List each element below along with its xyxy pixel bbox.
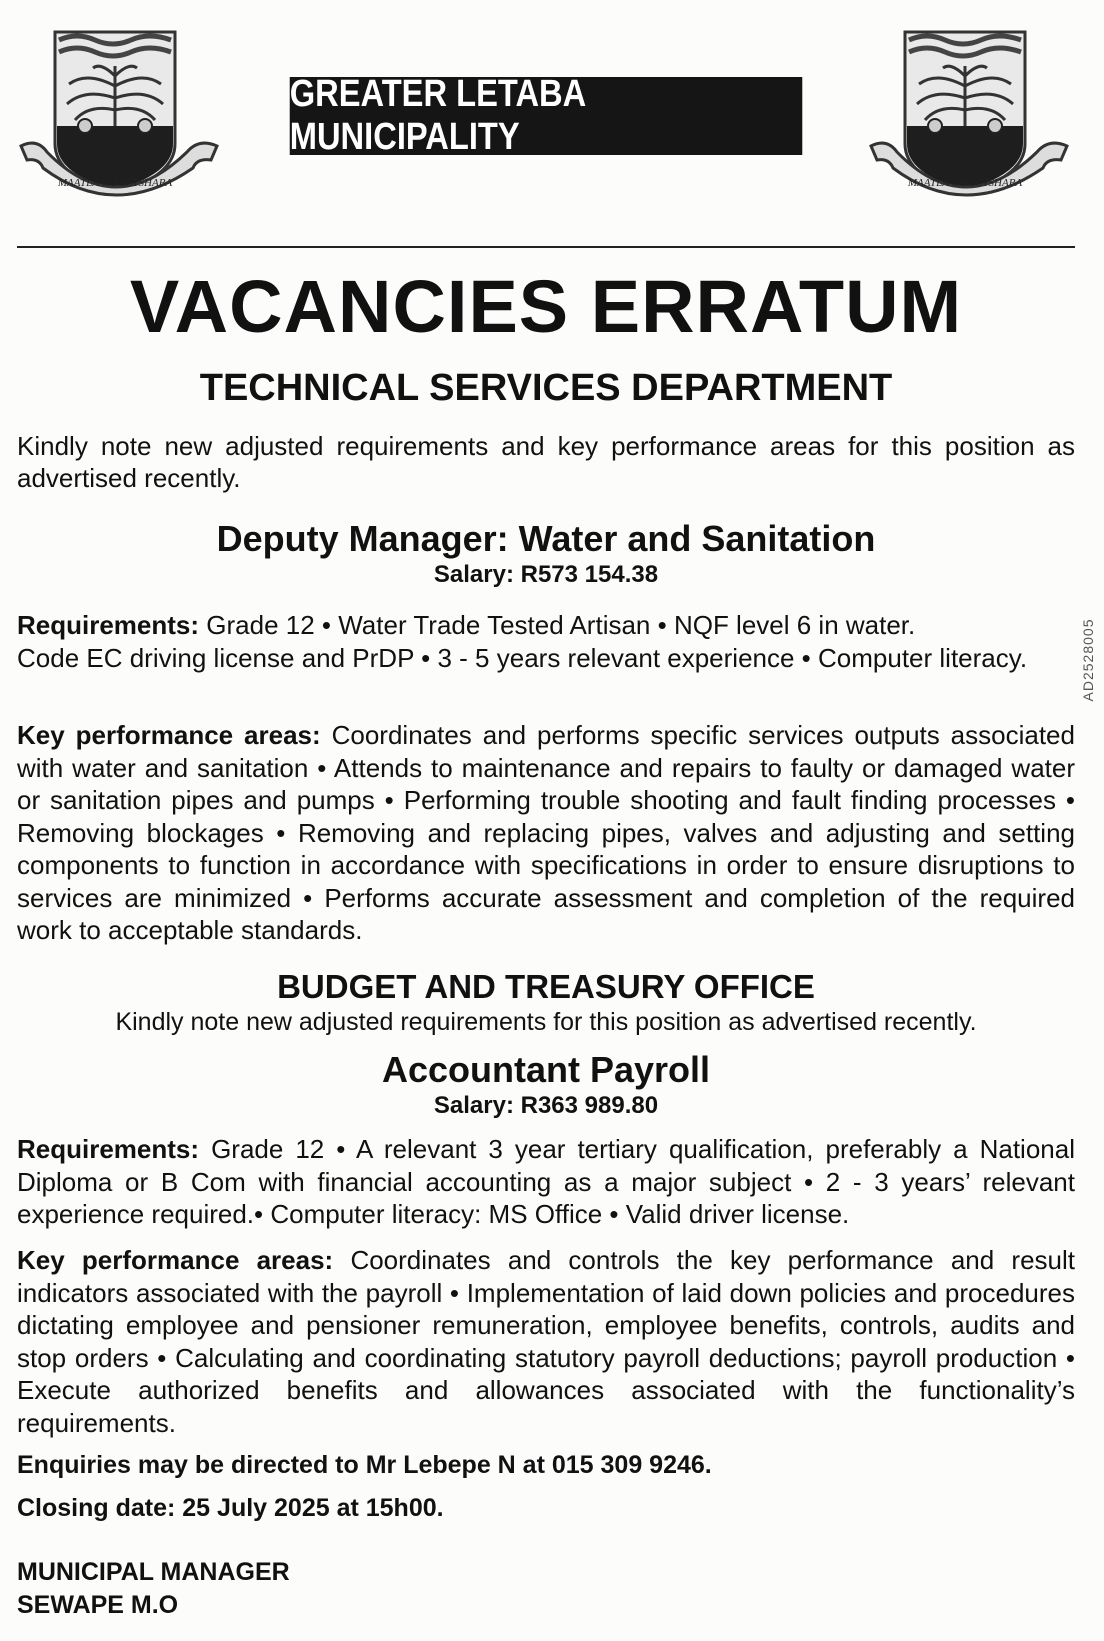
advert-page [17,0,1075,1619]
position-title: Accountant Payroll [381,1049,711,1090]
header-divider [17,246,1075,248]
coat-of-arms-icon [867,26,1077,208]
kpa-text: Coordinates and performs specific services outputs associated with water and sanitation • Attends to maintenance and repairs to faulty or damaged water or sanitation pipes and pumps • Performing trouble shooting and fault finding processes • Removing blockages • Removing and replacing pipes, valves and adjusting and setting components to function in accordance with specifications in order to ensure disruptions to services are minimized • Performs accurate assessment and completion of the required work to acceptable standards. [17,720,1075,945]
kpa-paragraph [17,1244,1075,1439]
department-intro: Kindly note new adjusted requirements and key performance areas for this position as advertised recently. [17,431,1075,493]
coat-of-arms-icon [17,26,227,208]
requirements-label: Requirements: [17,1134,200,1164]
signatory-title: MUNICIPAL MANAGER [17,1558,290,1586]
kpa-paragraph [17,719,1075,947]
enquiries-line: Enquiries may be directed to Mr Lebepe N at 015 309 9246. [17,1451,712,1479]
ad-reference-code: AD2528005 [1080,618,1096,702]
requirements-text: Grade 12 • A relevant 3 year tertiary qualification, preferably a National Diploma or B Com with financial accounting as a major subject • 2 - 3 years’ relevant experience required.• Computer literacy: MS Office • Valid driver license. [17,1134,1075,1229]
department-intro: Kindly note new adjusted requirements for this position as advertised recently. [115,1008,977,1036]
requirements-label: Requirements: [17,610,200,640]
page-title: VACANCIES ERRATUM [129,265,963,348]
advert-header [17,0,1075,236]
kpa-label: Key performance areas: [17,720,321,750]
requirements-text: Code EC driving license and PrDP • 3 - 5 years relevant experience • Computer literacy. [17,642,1028,673]
department-heading: TECHNICAL SERVICES DEPARTMENT [199,367,893,409]
position-salary: Salary: R363 989.80 [433,1092,659,1119]
position-salary: Salary: R573 154.38 [433,561,659,588]
position-title: Deputy Manager: Water and Sanitation [216,518,876,559]
closing-date: Closing date: 25 July 2025 at 15h00. [17,1494,444,1522]
svg-text:MAATLA GO SETSHABA: MAATLA GO SETSHABA [907,177,1023,189]
kpa-text: Coordinates and controls the key performance and result indicators associated with the payroll • Implementation of laid down policies and procedures dictating employee and pensioner remuneration, employee benefits, controls, audits and stop orders • Calculating and coordinating statutory payroll deductions; payroll production • Execute authorized benefits and allowances associated with the functionality’s requirements. [17,1245,1075,1438]
requirements-paragraph [17,1133,1075,1231]
organisation-banner: GREATER LETABA MUNICIPALITY [290,77,803,155]
requirements-paragraph [17,609,1075,674]
signatory-name: SEWAPE M.O [17,1591,179,1619]
kpa-label: Key performance areas: [17,1245,334,1275]
svg-text:MAATLA GO SETSHABA: MAATLA GO SETSHABA [57,177,173,189]
requirements-text: Grade 12 • Water Trade Tested Artisan • NQF level 6 in water. [206,610,916,640]
department-heading: BUDGET AND TREASURY OFFICE [277,968,815,1005]
